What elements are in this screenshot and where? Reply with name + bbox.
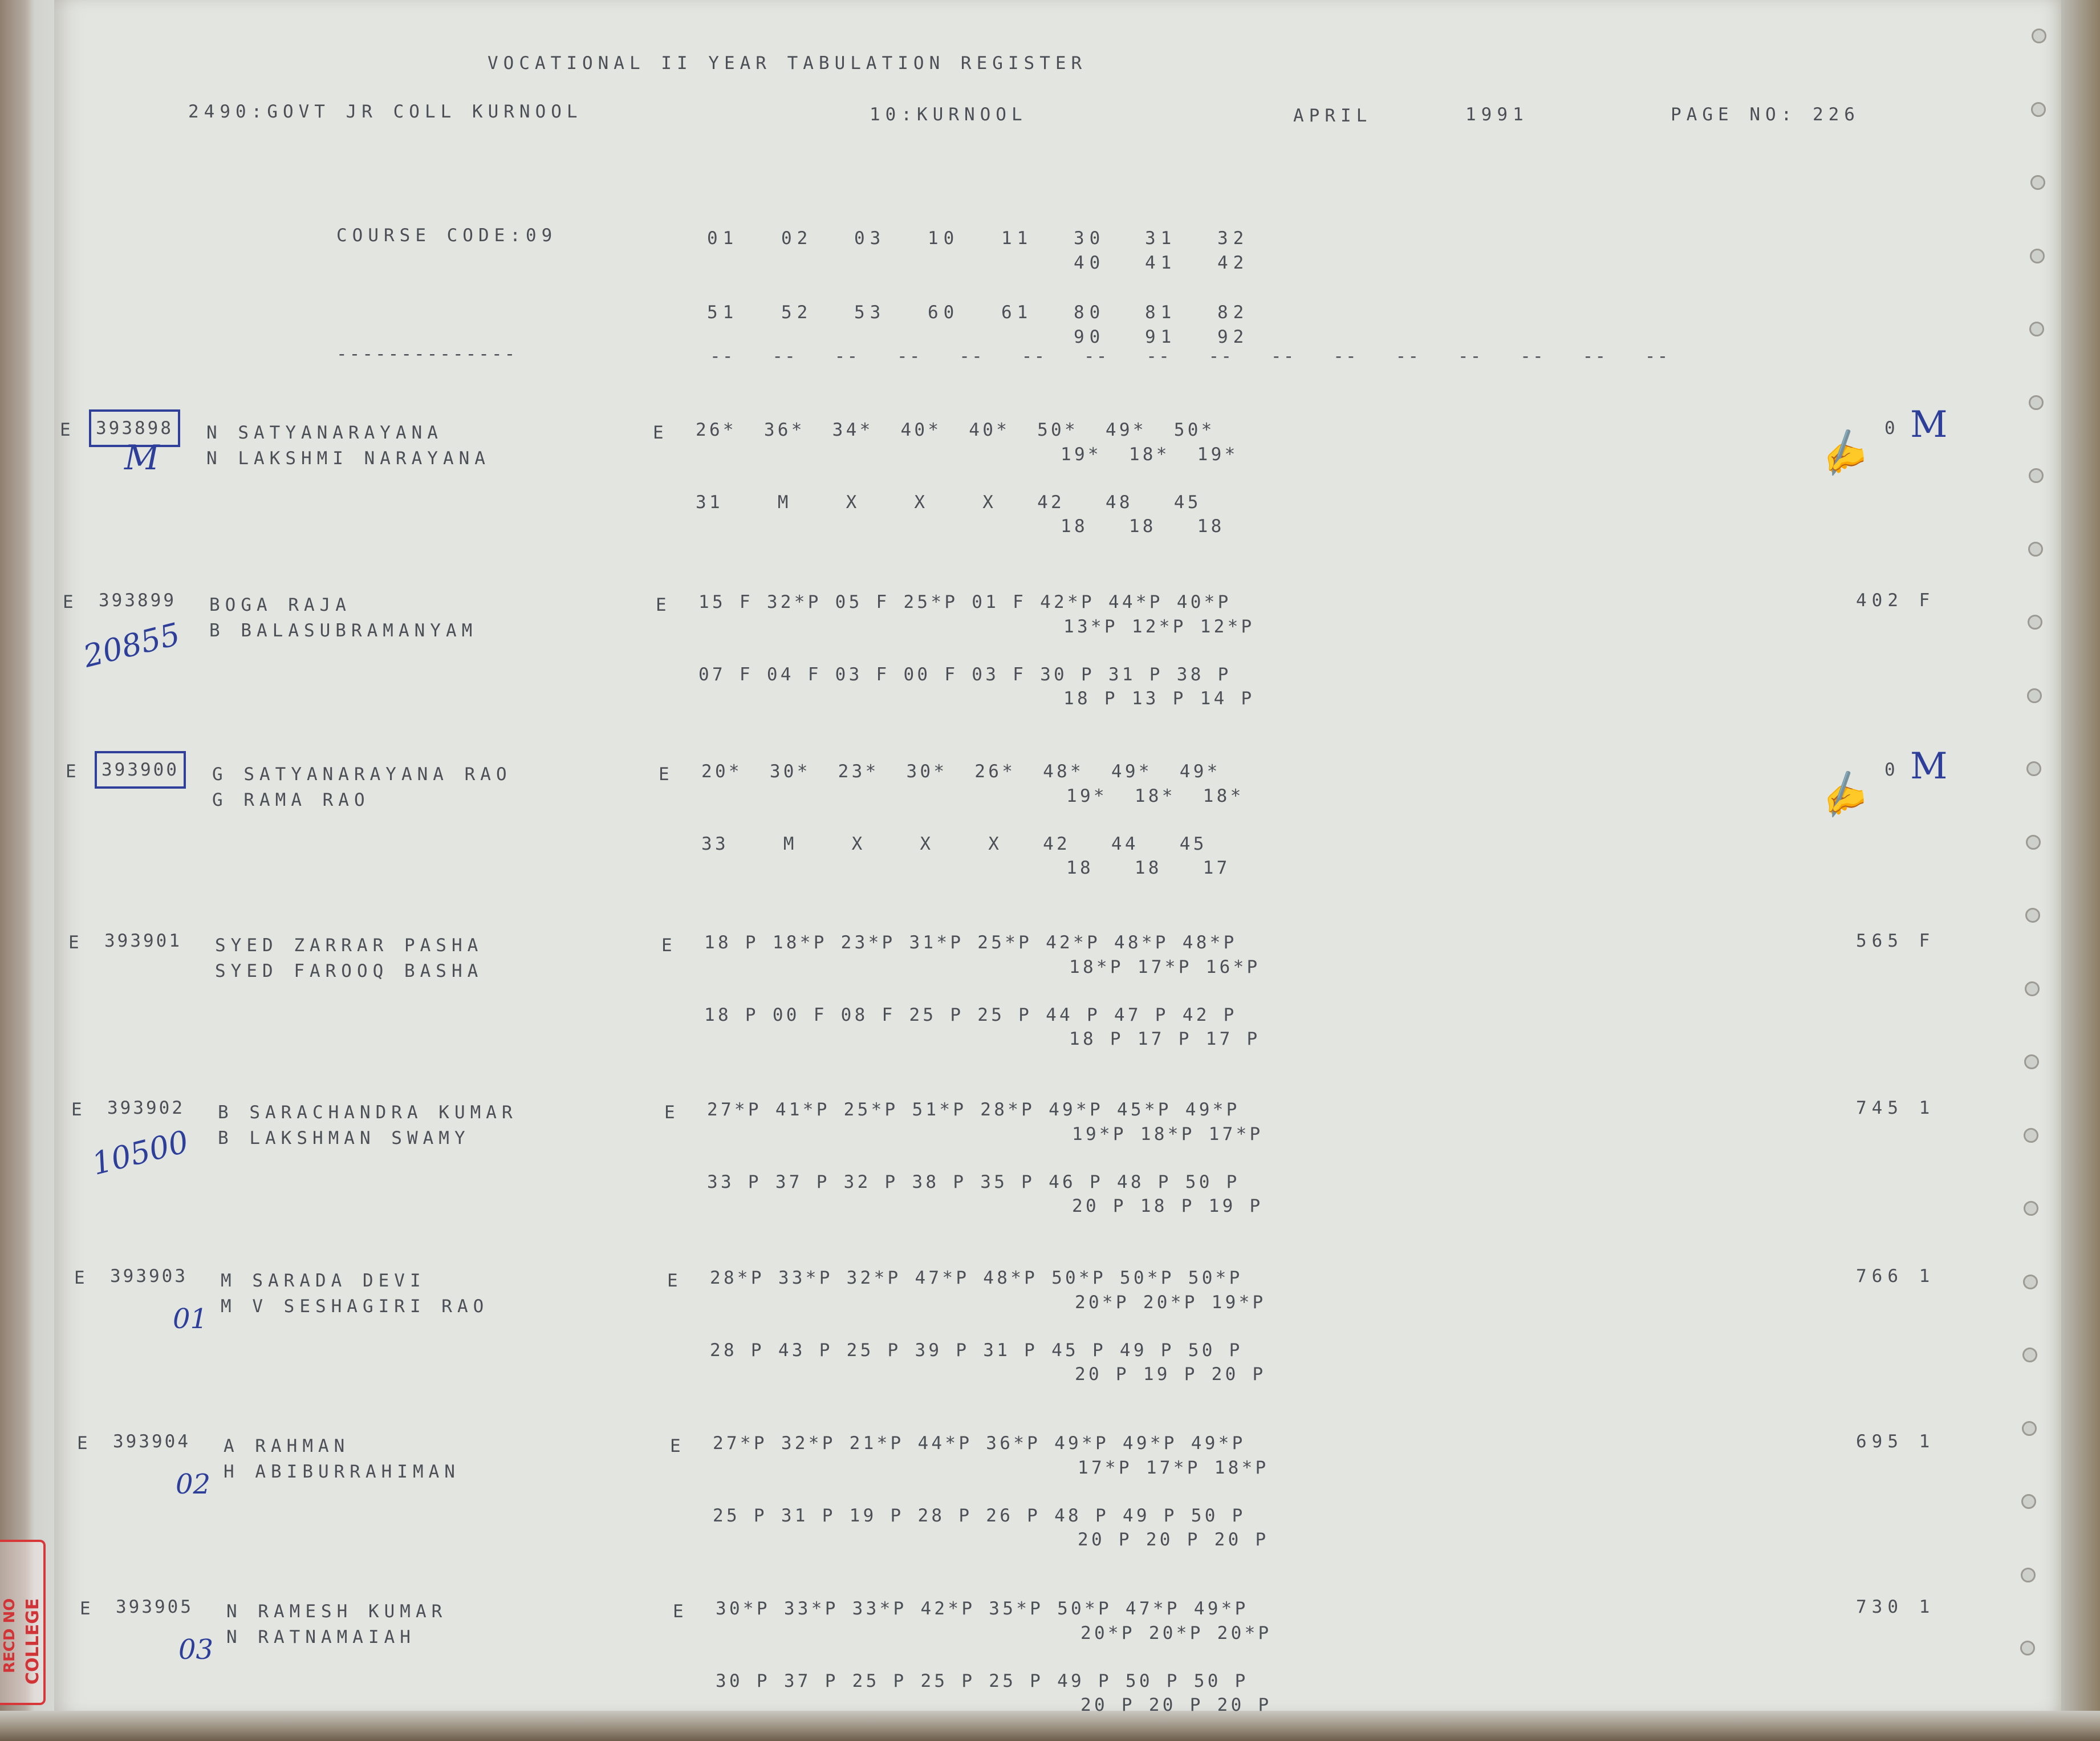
subject-code: 81 (1145, 302, 1177, 323)
binder-hole (2024, 1201, 2038, 1216)
entry-flag: E (80, 1598, 96, 1619)
subject-code: 51 (707, 302, 739, 323)
binder-hole (2026, 835, 2041, 850)
student-name: B SARACHANDRA KUMAR (218, 1102, 518, 1123)
parent-name: H ABIBURRAHIMAN (224, 1462, 460, 1482)
exam-indicator: E (656, 595, 672, 615)
subject-code: 31 (1145, 228, 1177, 249)
roll-number: 393900 (101, 758, 179, 782)
student-name: BOGA RAJA (209, 595, 351, 615)
marks-line-1: 27*P 41*P 25*P 51*P 28*P 49*P 45*P 49*P (707, 1099, 1240, 1120)
binder-hole (2029, 322, 2044, 336)
marks-line-2: 20*P 20*P 20*P (1081, 1623, 1272, 1643)
binder-hole (2025, 908, 2040, 923)
result-total: 695 1 (1856, 1431, 1935, 1452)
handwritten-note: 01 (173, 1303, 208, 1335)
result-total: 745 1 (1856, 1098, 1935, 1118)
binder-hole (2030, 249, 2045, 263)
entry-flag: E (71, 1099, 87, 1120)
marks-line-4: 20 P 20 P 20 P (1078, 1529, 1269, 1550)
subject-code: 03 (854, 228, 886, 249)
initials-signature: ✍ (1812, 766, 1871, 825)
subject-code: 52 (781, 302, 813, 323)
marks-line-2: 19* 18* 18* (1066, 786, 1244, 806)
binder-hole (2027, 688, 2042, 703)
marks-line-3: 33 M X X X 42 44 45 (701, 834, 1207, 854)
roll-number: 393899 (99, 590, 176, 611)
subject-code: 02 (781, 228, 813, 249)
subject-code: 11 (1001, 228, 1033, 249)
student-name: M SARADA DEVI (221, 1271, 426, 1291)
page-number: PAGE NO: 226 (1671, 104, 1860, 125)
college-name: 2490:GOVT JR COLL KURNOOL (188, 102, 583, 122)
subject-code: 40 (1074, 253, 1106, 273)
marks-line-3: 25 P 31 P 19 P 28 P 26 P 48 P 49 P 50 P (713, 1505, 1246, 1526)
exam-indicator: E (653, 423, 669, 443)
marks-line-4: 20 P 20 P 20 P (1081, 1695, 1272, 1715)
exam-indicator: E (673, 1601, 689, 1622)
subject-code: 32 (1217, 228, 1249, 249)
roll-number: 393898 (96, 416, 173, 440)
parent-name: G RAMA RAO (212, 790, 370, 810)
marks-line-4: 20 P 19 P 20 P (1075, 1364, 1266, 1385)
college-stamp (0, 1540, 46, 1705)
exam-month: APRIL (1293, 105, 1372, 126)
student-name: A RAHMAN (224, 1436, 350, 1456)
subject-code: 90 (1074, 327, 1106, 347)
subject-code: 53 (854, 302, 886, 323)
subject-code: 01 (707, 228, 739, 249)
marks-line-1: 18 P 18*P 23*P 31*P 25*P 42*P 48*P 48*P (704, 932, 1237, 953)
result-total: 402 F (1856, 590, 1935, 611)
binder-hole (2028, 615, 2042, 630)
header-rule: -------------- (336, 344, 518, 364)
subject-code: 80 (1074, 302, 1106, 323)
exam-indicator: E (664, 1102, 680, 1123)
binder-hole (2029, 395, 2044, 410)
handwritten-note: 02 (176, 1468, 211, 1500)
marks-line-4: 18 P 13 P 14 P (1063, 688, 1255, 709)
stamp-line-2: COLLEGE (23, 1598, 43, 1685)
handwritten-note: 20855 (79, 616, 184, 675)
marks-line-1: 28*P 33*P 32*P 47*P 48*P 50*P 50*P 50*P (710, 1268, 1243, 1288)
binder-hole (2028, 542, 2043, 557)
marks-line-3: 31 M X X X 42 48 45 (696, 492, 1201, 513)
roll-number: 393904 (113, 1431, 190, 1452)
marks-line-2: 13*P 12*P 12*P (1063, 616, 1255, 637)
binder-hole (2031, 102, 2046, 117)
marks-line-3: 30 P 37 P 25 P 25 P 25 P 49 P 50 P 50 P (716, 1671, 1249, 1691)
marks-line-2: 19*P 18*P 17*P (1072, 1124, 1264, 1145)
entry-flag: E (68, 932, 84, 953)
exam-indicator: E (667, 1271, 683, 1291)
parent-name: B BALASUBRAMANYAM (209, 620, 478, 641)
marks-line-4: 18 18 17 (1066, 858, 1230, 878)
marks-line-2: 19* 18* 19* (1061, 444, 1238, 465)
binder-hole (2020, 1641, 2035, 1655)
binder-hole (2032, 29, 2046, 43)
roll-number: 393901 (104, 931, 182, 951)
handwritten-note: M (124, 438, 160, 478)
exam-indicator: E (659, 764, 675, 785)
result-total: 565 F (1856, 931, 1935, 951)
column-dashes: -- -- -- -- -- -- -- -- -- -- -- -- -- -- -- -- (710, 346, 1670, 367)
binder-hole (2022, 1421, 2037, 1436)
subject-code: 82 (1217, 302, 1249, 323)
parent-name: B LAKSHMAN SWAMY (218, 1128, 470, 1149)
subject-code: 42 (1217, 253, 1249, 273)
marks-line-3: 33 P 37 P 32 P 38 P 35 P 46 P 48 P 50 P (707, 1172, 1240, 1192)
exam-year: 1991 (1465, 104, 1529, 125)
entry-flag: E (60, 420, 76, 440)
marks-line-3: 18 P 00 F 08 F 25 P 25 P 44 P 47 P 42 P (704, 1005, 1237, 1025)
marks-line-3: 28 P 43 P 25 P 39 P 31 P 45 P 49 P 50 P (710, 1340, 1243, 1361)
marks-line-2: 17*P 17*P 18*P (1078, 1458, 1269, 1478)
entry-flag: E (77, 1433, 93, 1454)
binder-hole (2025, 981, 2040, 996)
result-total: 766 1 (1856, 1266, 1935, 1287)
binder-hole (2022, 1348, 2037, 1362)
initials-signature: ✍ (1812, 425, 1871, 483)
handwritten-note: 10500 (88, 1123, 192, 1182)
parent-name: N LAKSHMI NARAYANA (206, 448, 490, 469)
handwritten-result: M (1910, 404, 1948, 446)
subject-code: 41 (1145, 253, 1177, 273)
marks-line-4: 18 P 17 P 17 P (1069, 1029, 1261, 1049)
student-name: SYED ZARRAR PASHA (215, 935, 484, 956)
marks-line-2: 20*P 20*P 19*P (1075, 1292, 1266, 1313)
exam-indicator: E (661, 935, 677, 956)
marks-line-1: 30*P 33*P 33*P 42*P 35*P 50*P 47*P 49*P (716, 1598, 1249, 1619)
subject-code: 60 (928, 302, 960, 323)
subject-code: 10 (928, 228, 960, 249)
subject-code: 92 (1217, 327, 1249, 347)
parent-name: SYED FAROOQ BASHA (215, 961, 484, 981)
student-name: N SATYANARAYANA (206, 423, 443, 443)
register-title: VOCATIONAL II YEAR TABULATION REGISTER (488, 53, 1087, 74)
marks-line-1: 15 F 32*P 05 F 25*P 01 F 42*P 44*P 40*P (698, 592, 1232, 612)
marks-line-1: 26* 36* 34* 40* 40* 50* 49* 50* (696, 420, 1215, 440)
subject-code: 61 (1001, 302, 1033, 323)
subject-code: 30 (1074, 228, 1106, 249)
register-page (54, 0, 2061, 1714)
binder-hole (2021, 1494, 2036, 1509)
marks-line-4: 20 P 18 P 19 P (1072, 1196, 1264, 1216)
binder-hole (2029, 468, 2044, 483)
handwritten-result: M (1910, 745, 1948, 788)
result-total: 0 (1884, 760, 1900, 780)
result-total: 730 1 (1856, 1597, 1935, 1617)
entry-flag: E (74, 1268, 90, 1288)
course-code: COURSE CODE:09 (336, 225, 558, 246)
marks-line-4: 18 18 18 (1061, 516, 1225, 537)
marks-line-1: 20* 30* 23* 30* 26* 48* 49* 49* (701, 761, 1221, 782)
roll-number: 393903 (110, 1266, 188, 1287)
binder-hole (2024, 1054, 2039, 1069)
binder-hole (2024, 1128, 2038, 1143)
marks-line-1: 27*P 32*P 21*P 44*P 36*P 49*P 49*P 49*P (713, 1433, 1246, 1454)
page-stack-edge (0, 1711, 2100, 1741)
entry-flag: E (63, 592, 79, 612)
marks-line-2: 18*P 17*P 16*P (1069, 957, 1261, 977)
result-total: 0 (1884, 418, 1900, 439)
entry-flag: E (66, 761, 82, 782)
binder-hole (2026, 761, 2041, 776)
roll-number: 393905 (116, 1597, 193, 1617)
marks-line-3: 07 F 04 F 03 F 00 F 03 F 30 P 31 P 38 P (698, 664, 1232, 685)
parent-name: M V SESHAGIRI RAO (221, 1296, 489, 1317)
handwritten-note: 03 (178, 1634, 214, 1666)
student-name: N RAMESH KUMAR (226, 1601, 448, 1622)
binder-hole (2021, 1568, 2036, 1582)
student-name: G SATYANARAYANA RAO (212, 764, 512, 785)
binder-hole (2030, 175, 2045, 190)
stamp-line-1: RECD NO (1, 1598, 18, 1673)
district-name: 10:KURNOOL (870, 104, 1027, 125)
subject-code: 91 (1145, 327, 1177, 347)
roll-number: 393902 (107, 1098, 185, 1118)
binder-hole (2023, 1275, 2038, 1289)
parent-name: N RATNAMAIAH (226, 1627, 416, 1647)
exam-indicator: E (670, 1436, 686, 1456)
